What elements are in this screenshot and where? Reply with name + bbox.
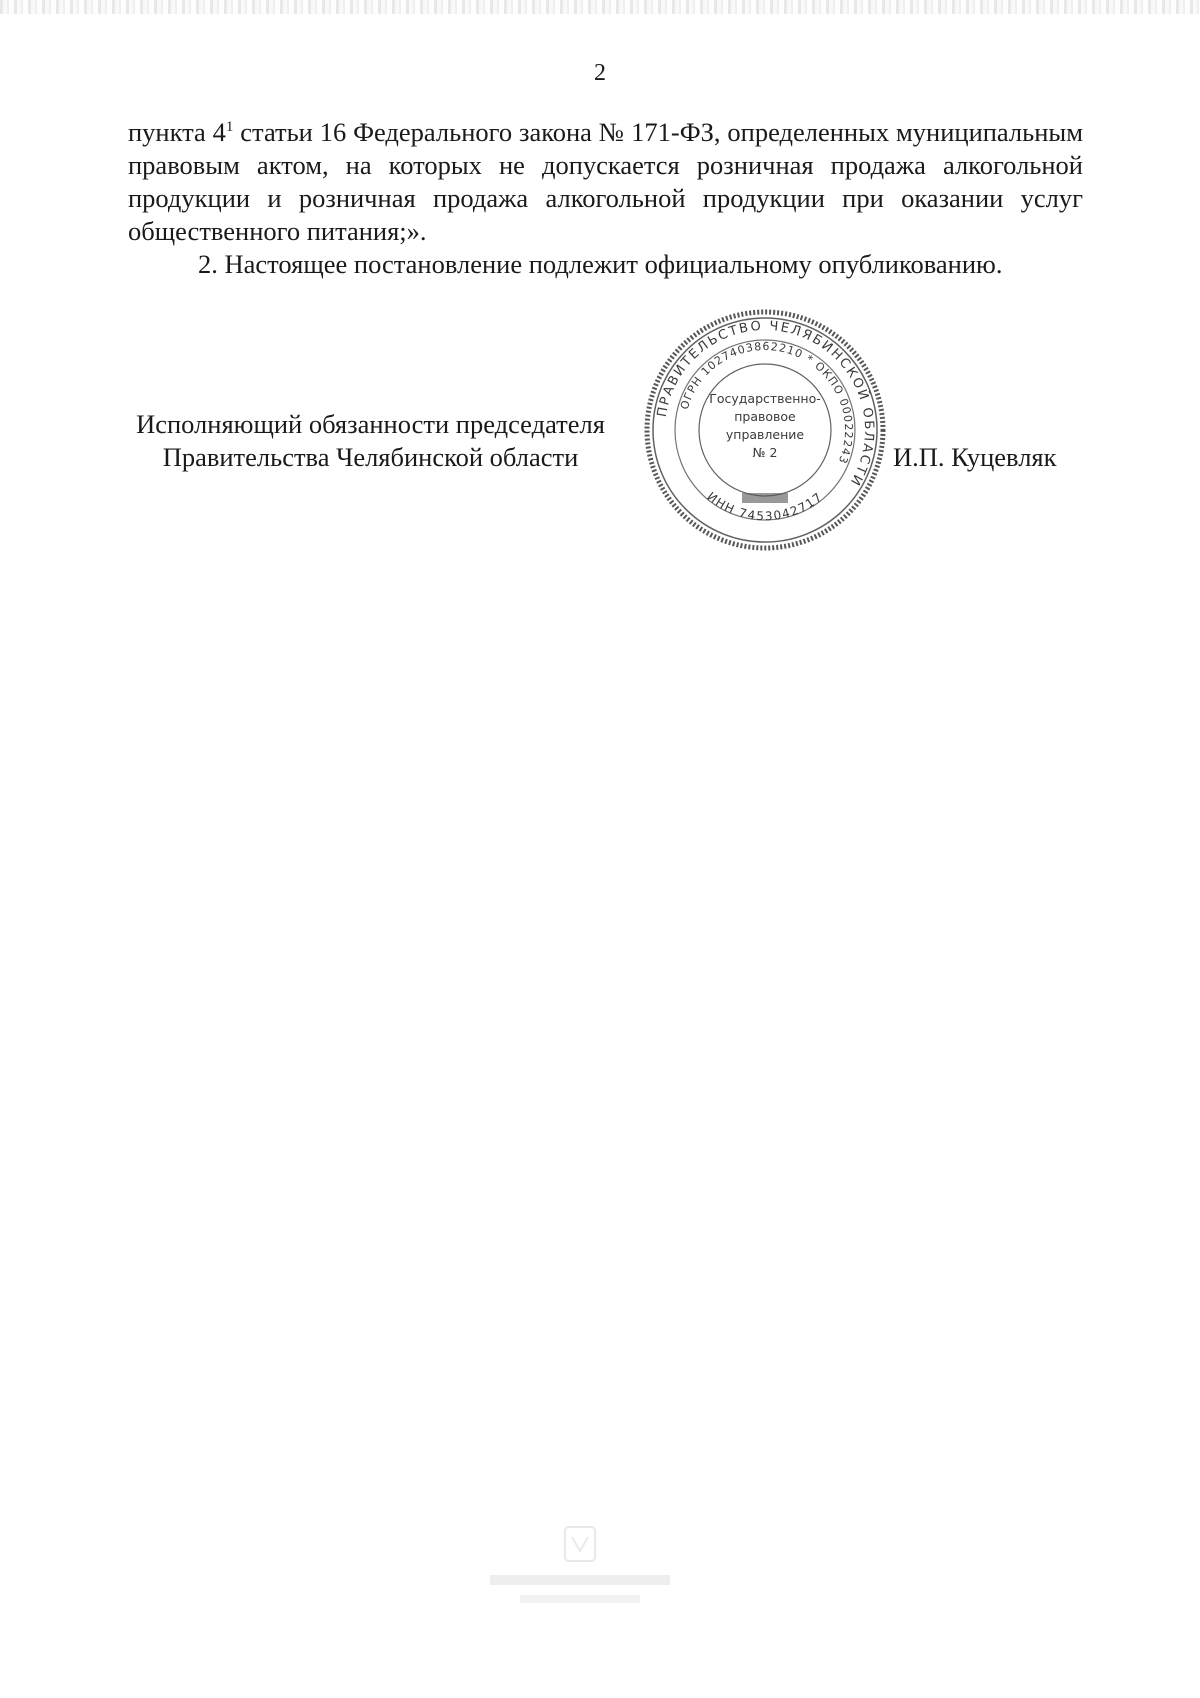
stamp-center-line-2: правовое bbox=[734, 409, 796, 424]
superscript-index: 1 bbox=[225, 119, 234, 136]
official-seal-stamp bbox=[640, 305, 890, 555]
paragraph-text-start: пункта 4 bbox=[128, 117, 226, 147]
stamp-outer-ring-text: ПРАВИТЕЛЬСТВО ЧЕЛЯБИНСКОЙ ОБЛАСТИ bbox=[654, 318, 877, 490]
signer-name: И.П. Куцевляк bbox=[893, 442, 1057, 472]
stamp-inn-text: ИНН 7453042717 bbox=[704, 489, 826, 524]
stamp-ogrn-text: ОГРН 1027403862210 * ОКПО 00022243 bbox=[677, 339, 856, 467]
stamp-center-line-3: управление bbox=[725, 427, 805, 442]
signer-title-line-2: Правительства Челябинской области bbox=[162, 442, 579, 472]
stamp-center-line-1: Государственно- bbox=[709, 391, 821, 406]
paragraph-publication: 2. Настоящее постановление подлежит официальному опубликованию. bbox=[198, 249, 1003, 279]
stamp-center-line-4: № 2 bbox=[752, 445, 778, 460]
paragraph-text-rest: статьи 16 Федерального закона № 171-ФЗ, определенных муниципальным правовым актом, на которых не допускается розничная продажа алкогольной продукции и розничная продажа алкогольной продукции при оказании услуг общественного питания;». bbox=[128, 117, 1083, 246]
signer-title bbox=[118, 408, 623, 474]
stamp-smudge bbox=[742, 493, 788, 503]
page-number: 2 bbox=[594, 60, 606, 86]
signer-title-line-1: Исполняющий обязанности председателя bbox=[136, 409, 605, 439]
signature-block bbox=[0, 0, 1200, 560]
faint-emblem-watermark bbox=[480, 1525, 680, 1615]
